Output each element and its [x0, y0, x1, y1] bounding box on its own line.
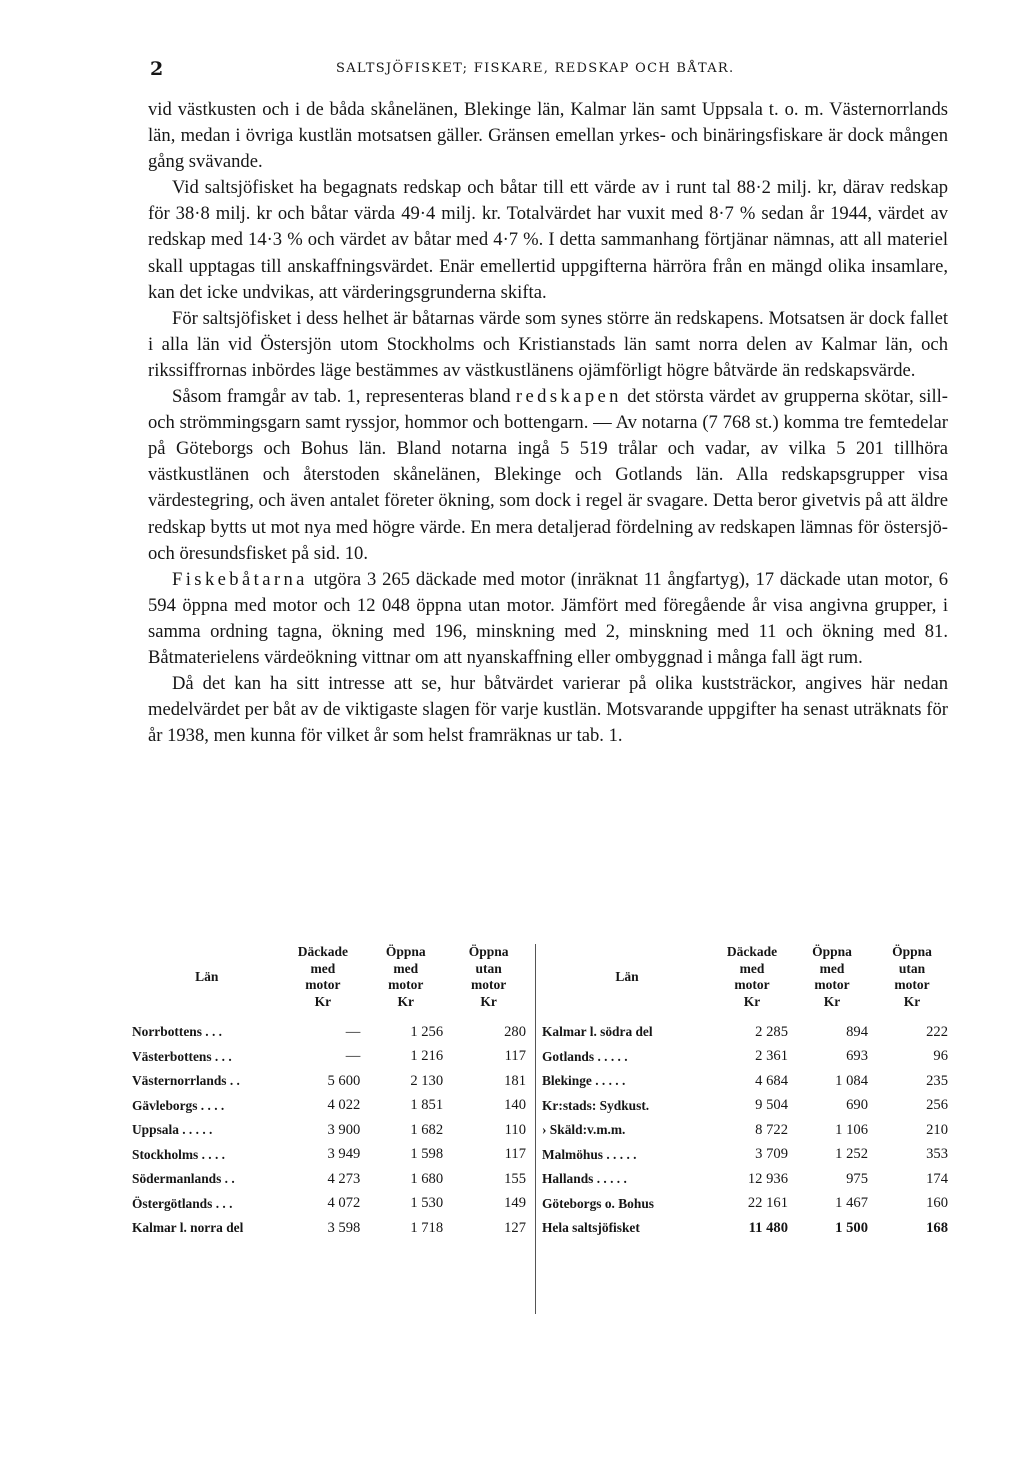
- county-name-cell: Västerbottens . . .: [132, 1048, 232, 1064]
- value-cell: 9 504: [755, 1097, 788, 1114]
- table-row: [542, 1167, 952, 1192]
- county-name-cell: Gävleborgs . . . .: [132, 1097, 225, 1113]
- value-cell: 1 530: [410, 1195, 444, 1212]
- value-cell: 181: [504, 1072, 526, 1089]
- paragraph-2: Vid saltsjöfisket ha begagnats redskap och båtar till ett värde av i runt tal 88·2 milj. kr, därav redskap för 38·8 milj. kr och båtar värda 49·4 milj. kr. Totalvärdet har vuxit med 8·7 % sedan år 1944, värdet av redskap med 14·3 % och värdet av båtar med 4·7 %. I detta sammanhang förtjänar nämnas, att all materiel skall upptagas till anskaffningsvärdet. Enär emellertid uppgifterna härröra från en mängd olika insamlare, kan det icke undvikas, att värderingsgrunderna skifta.: [148, 177, 948, 303]
- value-cell: 975: [846, 1170, 868, 1187]
- paragraph-6: Då det kan ha sitt intresse att se, hur båtvärdet varierar på olika kuststräckor, angives här nedan medelvärdet per båt av de viktigaste slagen för varje kustlän. Motsvarande uppgifter ha senast uträknats för år 1938, men kunna för vilket år som helst framräknas ur tab. 1.: [148, 673, 948, 747]
- table-row: [542, 1118, 952, 1143]
- value-cell: 1 252: [835, 1146, 868, 1163]
- value-cell: 2 130: [410, 1072, 444, 1089]
- header-oppna-med-motor: Öppna med motor Kr: [812, 944, 852, 1009]
- value-cell: 1 467: [835, 1195, 868, 1212]
- value-cell: 8 722: [755, 1121, 788, 1138]
- table-header-row: [542, 944, 952, 1020]
- table-row: [132, 1094, 530, 1119]
- paragraph-4-start: Såsom framgår av tab. 1, representeras bland: [172, 386, 516, 408]
- value-cell: 155: [504, 1170, 526, 1187]
- table-row: [132, 1020, 530, 1045]
- table-row: [542, 1143, 952, 1168]
- table-row: [542, 1216, 952, 1241]
- value-cell: 353: [926, 1146, 948, 1163]
- emphasis-fiskebatarna: Fiskebåtarna: [172, 568, 308, 590]
- table-row: [132, 1192, 530, 1217]
- header-lan: Län: [195, 968, 219, 984]
- county-name-cell: Hela saltsjöfisket: [542, 1220, 640, 1236]
- header-lan: Län: [615, 968, 639, 984]
- value-cell: 1 256: [410, 1023, 444, 1040]
- value-cell: 2 285: [755, 1023, 788, 1040]
- value-cell: 235: [926, 1072, 948, 1089]
- value-cell: 117: [504, 1048, 526, 1065]
- header-oppna-utan-motor: Öppna utan motor Kr: [892, 944, 932, 1009]
- value-cell: 693: [846, 1048, 868, 1065]
- value-cell: 1 084: [835, 1072, 868, 1089]
- value-cell: 1 598: [410, 1146, 444, 1163]
- value-cell: 222: [926, 1023, 948, 1040]
- value-cell: 1 851: [410, 1097, 444, 1114]
- county-name-cell: Östergötlands . . .: [132, 1195, 233, 1211]
- paragraph-5: [148, 567, 948, 671]
- page-header: [150, 58, 950, 82]
- table-right-half: [542, 944, 952, 1241]
- value-cell: 1 680: [410, 1170, 444, 1187]
- value-cell: 4 022: [327, 1097, 361, 1114]
- value-cell: 690: [846, 1097, 868, 1114]
- value-cell: 12 936: [747, 1170, 788, 1187]
- value-cell: 96: [933, 1048, 948, 1065]
- header-oppna-med-motor: Öppna med motor Kr: [385, 944, 426, 1009]
- county-name-cell: Malmöhus . . . . .: [542, 1146, 637, 1162]
- value-cell: —: [345, 1023, 361, 1040]
- value-cell: 1 718: [410, 1219, 444, 1236]
- paragraph-4-rest: det största värdet av grupperna skötar, sill- och strömmingsgarn samt ryssjor, hommor och bottengarn. — Av notarna (7 768 st.) komma tre femtedelar på Göteborgs och Bohus län. Bland notarna ingå 5 519 trålar och vadar, av vilka 5 201 tillhöra västkustlänen och återstoden skånelänen, Blekinge och Gotlands län. Alla redskapsgrupper visa värdestegring, och även antalet företer ökning, som dock i regel är svagare. Detta beror givetvis på att äldre redskap bytts ut mot nya med högre värde. En mera detaljerad fördelning av redskapen lämnas för östersjö- och öresundsfisket på sid. 10.: [148, 386, 948, 564]
- value-cell: 3 709: [755, 1146, 788, 1163]
- header-dackade-med-motor: Däckade med motor Kr: [297, 944, 349, 1009]
- paragraph-3: För saltsjöfisket i dess helhet är båtarnas värde som synes större än redskapens. Motsatsen är dock fallet i alla län vid Östersjön utom Stockholms och Kristianstads län samt norra delen av Kalmar län, och rikssiffrornas inbördes läge bestämmes av västkustlänens ojämförligt högre båtvärde än redskapsvärde.: [148, 307, 948, 381]
- paragraph-5-rest: utgöra 3 265 däckade med motor (inräknat 11 ångfartyg), 17 däckade utan motor, 6 594 öppna med motor och 12 048 öppna utan motor. Jämfört med föregående år visa angivna grupper, i samma ordning tagna, ökning med 196, minskning med 2, minskning med 11 och ökning med 81. Båtmaterielens värdeökning vittnar om att nyanskaffning eller ombyggnad i många fall ägt rum.: [148, 568, 948, 668]
- county-name-cell: Norrbottens . . .: [132, 1024, 223, 1040]
- county-name-cell: › Skäld:v.m.m.: [542, 1122, 626, 1138]
- running-title: SALTSJÖFISKET; FISKARE, REDSKAP OCH BÅTAR.: [336, 61, 735, 76]
- county-name-cell: Kalmar l. södra del: [542, 1024, 653, 1040]
- county-name-cell: Göteborgs o. Bohus: [542, 1195, 654, 1211]
- table-row: [542, 1020, 952, 1045]
- paragraph-4: [148, 384, 948, 567]
- value-cell: 174: [926, 1170, 948, 1187]
- county-name-cell: Södermanlands . .: [132, 1171, 235, 1187]
- header-oppna-utan-motor: Öppna utan motor Kr: [468, 944, 509, 1009]
- value-cell: 4 072: [327, 1195, 361, 1212]
- value-cell: 3 949: [327, 1146, 361, 1163]
- table-row: [132, 1216, 530, 1241]
- value-cell: 1 500: [835, 1219, 868, 1236]
- value-cell: 168: [926, 1219, 948, 1236]
- value-cell: 1 682: [410, 1121, 444, 1138]
- table-row: [542, 1094, 952, 1119]
- county-name-cell: Gotlands . . . . .: [542, 1048, 628, 1064]
- value-cell: 117: [504, 1146, 526, 1163]
- table-divider: [535, 944, 536, 1314]
- county-name-cell: Blekinge . . . . .: [542, 1073, 626, 1089]
- value-cell: 894: [846, 1023, 868, 1040]
- value-cell: 280: [504, 1023, 526, 1040]
- table-row: [542, 1069, 952, 1094]
- value-cell: 127: [504, 1219, 526, 1236]
- table-left-half: [132, 944, 530, 1241]
- value-cell: 160: [926, 1195, 948, 1212]
- table-header-row: [132, 944, 530, 1020]
- table-row: [542, 1192, 952, 1217]
- county-name-cell: Västernorrlands . .: [132, 1073, 240, 1089]
- county-name-cell: Hallands . . . . .: [542, 1171, 627, 1187]
- table-row: [132, 1118, 530, 1143]
- header-dackade-med-motor: Däckade med motor Kr: [726, 944, 778, 1009]
- county-name-cell: Kalmar l. norra del: [132, 1220, 244, 1236]
- table-row: [542, 1045, 952, 1070]
- value-cell: 4 273: [327, 1170, 361, 1187]
- value-cell: 1 216: [410, 1048, 444, 1065]
- table-row: [132, 1045, 530, 1070]
- value-cell: 3 900: [327, 1121, 361, 1138]
- value-cell: 5 600: [327, 1072, 361, 1089]
- value-cell: 110: [504, 1121, 526, 1138]
- value-cell: 2 361: [755, 1048, 788, 1065]
- value-cell: 4 684: [755, 1072, 788, 1089]
- county-name-cell: Uppsala . . . . .: [132, 1122, 213, 1138]
- table-row: [132, 1167, 530, 1192]
- county-name-cell: Kr:stads: Sydkust.: [542, 1097, 650, 1113]
- table-row: [132, 1069, 530, 1094]
- value-cell: —: [345, 1048, 361, 1065]
- body-text: [148, 97, 948, 749]
- value-cell: 256: [926, 1097, 948, 1114]
- table-row: [132, 1143, 530, 1168]
- value-cell: 3 598: [327, 1219, 361, 1236]
- paragraph-1: vid västkusten och i de båda skånelänen, Blekinge län, Kalmar län samt Uppsala t. o. m. Västernorrlands län, medan i övriga kustlän motsatsen gäller. Gränsen emellan yrkes- och binäringsfiskare är dock mången gång svävande.: [148, 99, 948, 173]
- value-cell: 149: [504, 1195, 526, 1212]
- value-cell: 1 106: [835, 1121, 868, 1138]
- boat-value-table: [132, 944, 952, 1314]
- page-number: 2: [150, 58, 164, 80]
- emphasis-redskapen: redskapen: [515, 386, 622, 408]
- value-cell: 22 161: [747, 1195, 788, 1212]
- value-cell: 140: [504, 1097, 526, 1114]
- value-cell: 11 480: [748, 1219, 788, 1236]
- county-name-cell: Stockholms . . . .: [132, 1146, 226, 1162]
- value-cell: 210: [926, 1121, 948, 1138]
